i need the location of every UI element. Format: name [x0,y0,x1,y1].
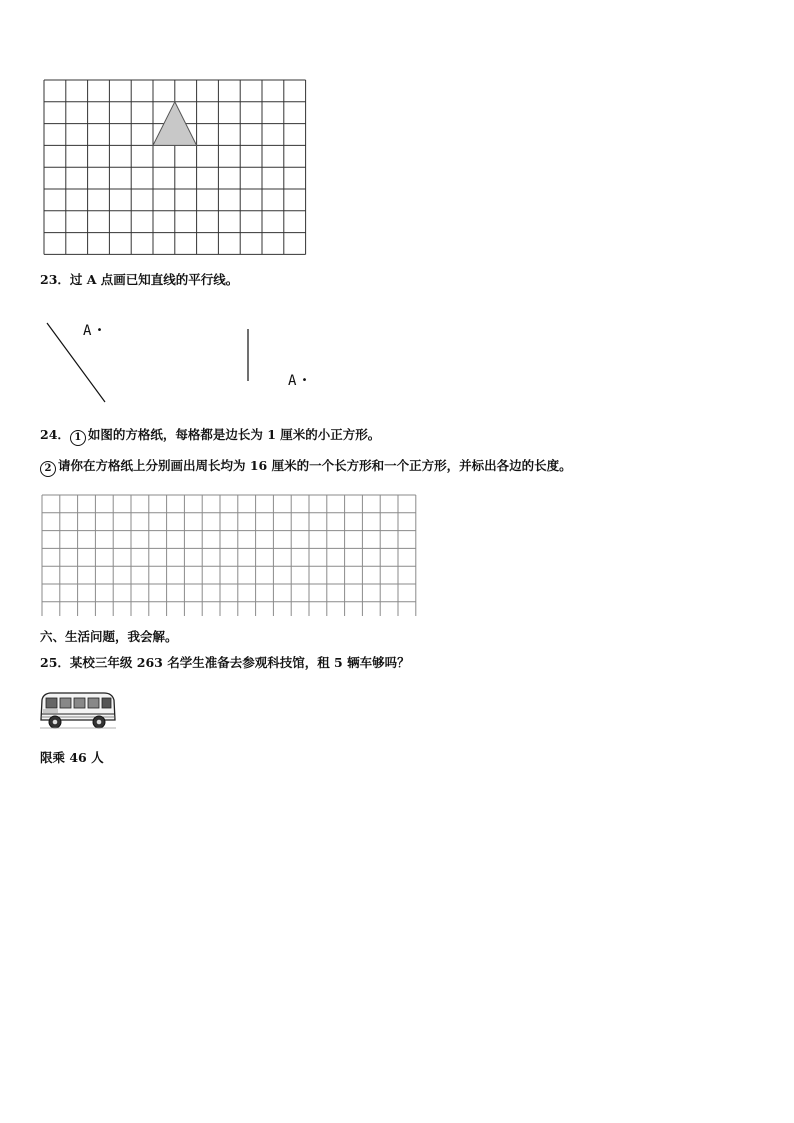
q24-part1-mark: 1 [70,430,86,446]
q24-number: 24． [40,427,70,442]
section6-title: 六、生活问题，我会解。 [40,629,178,644]
point-a-1-dot: • [96,325,103,336]
point-a-2-label: A [288,373,297,389]
point-a-2-dot: • [301,375,308,386]
capacity-label: 限乘 46 人 [40,750,104,765]
q25-text: 25．某校三年级 263 名学生准备去参观科技馆，租 5 辆车够吗？ [40,655,410,670]
q24-part2-text: 请你在方格纸上分别画出周长均为 16 厘米的一个长方形和一个正方形，并标出各边的长度。 [58,458,572,473]
q24-part1-text: 如图的方格纸，每格都是边长为 1 厘米的小正方形。 [87,427,381,442]
point-a-2 [288,373,307,389]
point-a-1 [83,323,102,339]
bus-icon [38,690,118,732]
q24-part2-mark: 2 [40,461,56,477]
q22-figure [43,79,307,261]
q24-part1 [40,427,380,446]
point-a-1-label: A [83,323,92,339]
q24-grid [41,494,419,616]
q24-part2 [40,458,572,477]
q23-text: 23．过 A 点画已知直线的平行线。 [40,272,239,287]
q22-grid [43,79,307,261]
q24-figure [41,494,419,616]
